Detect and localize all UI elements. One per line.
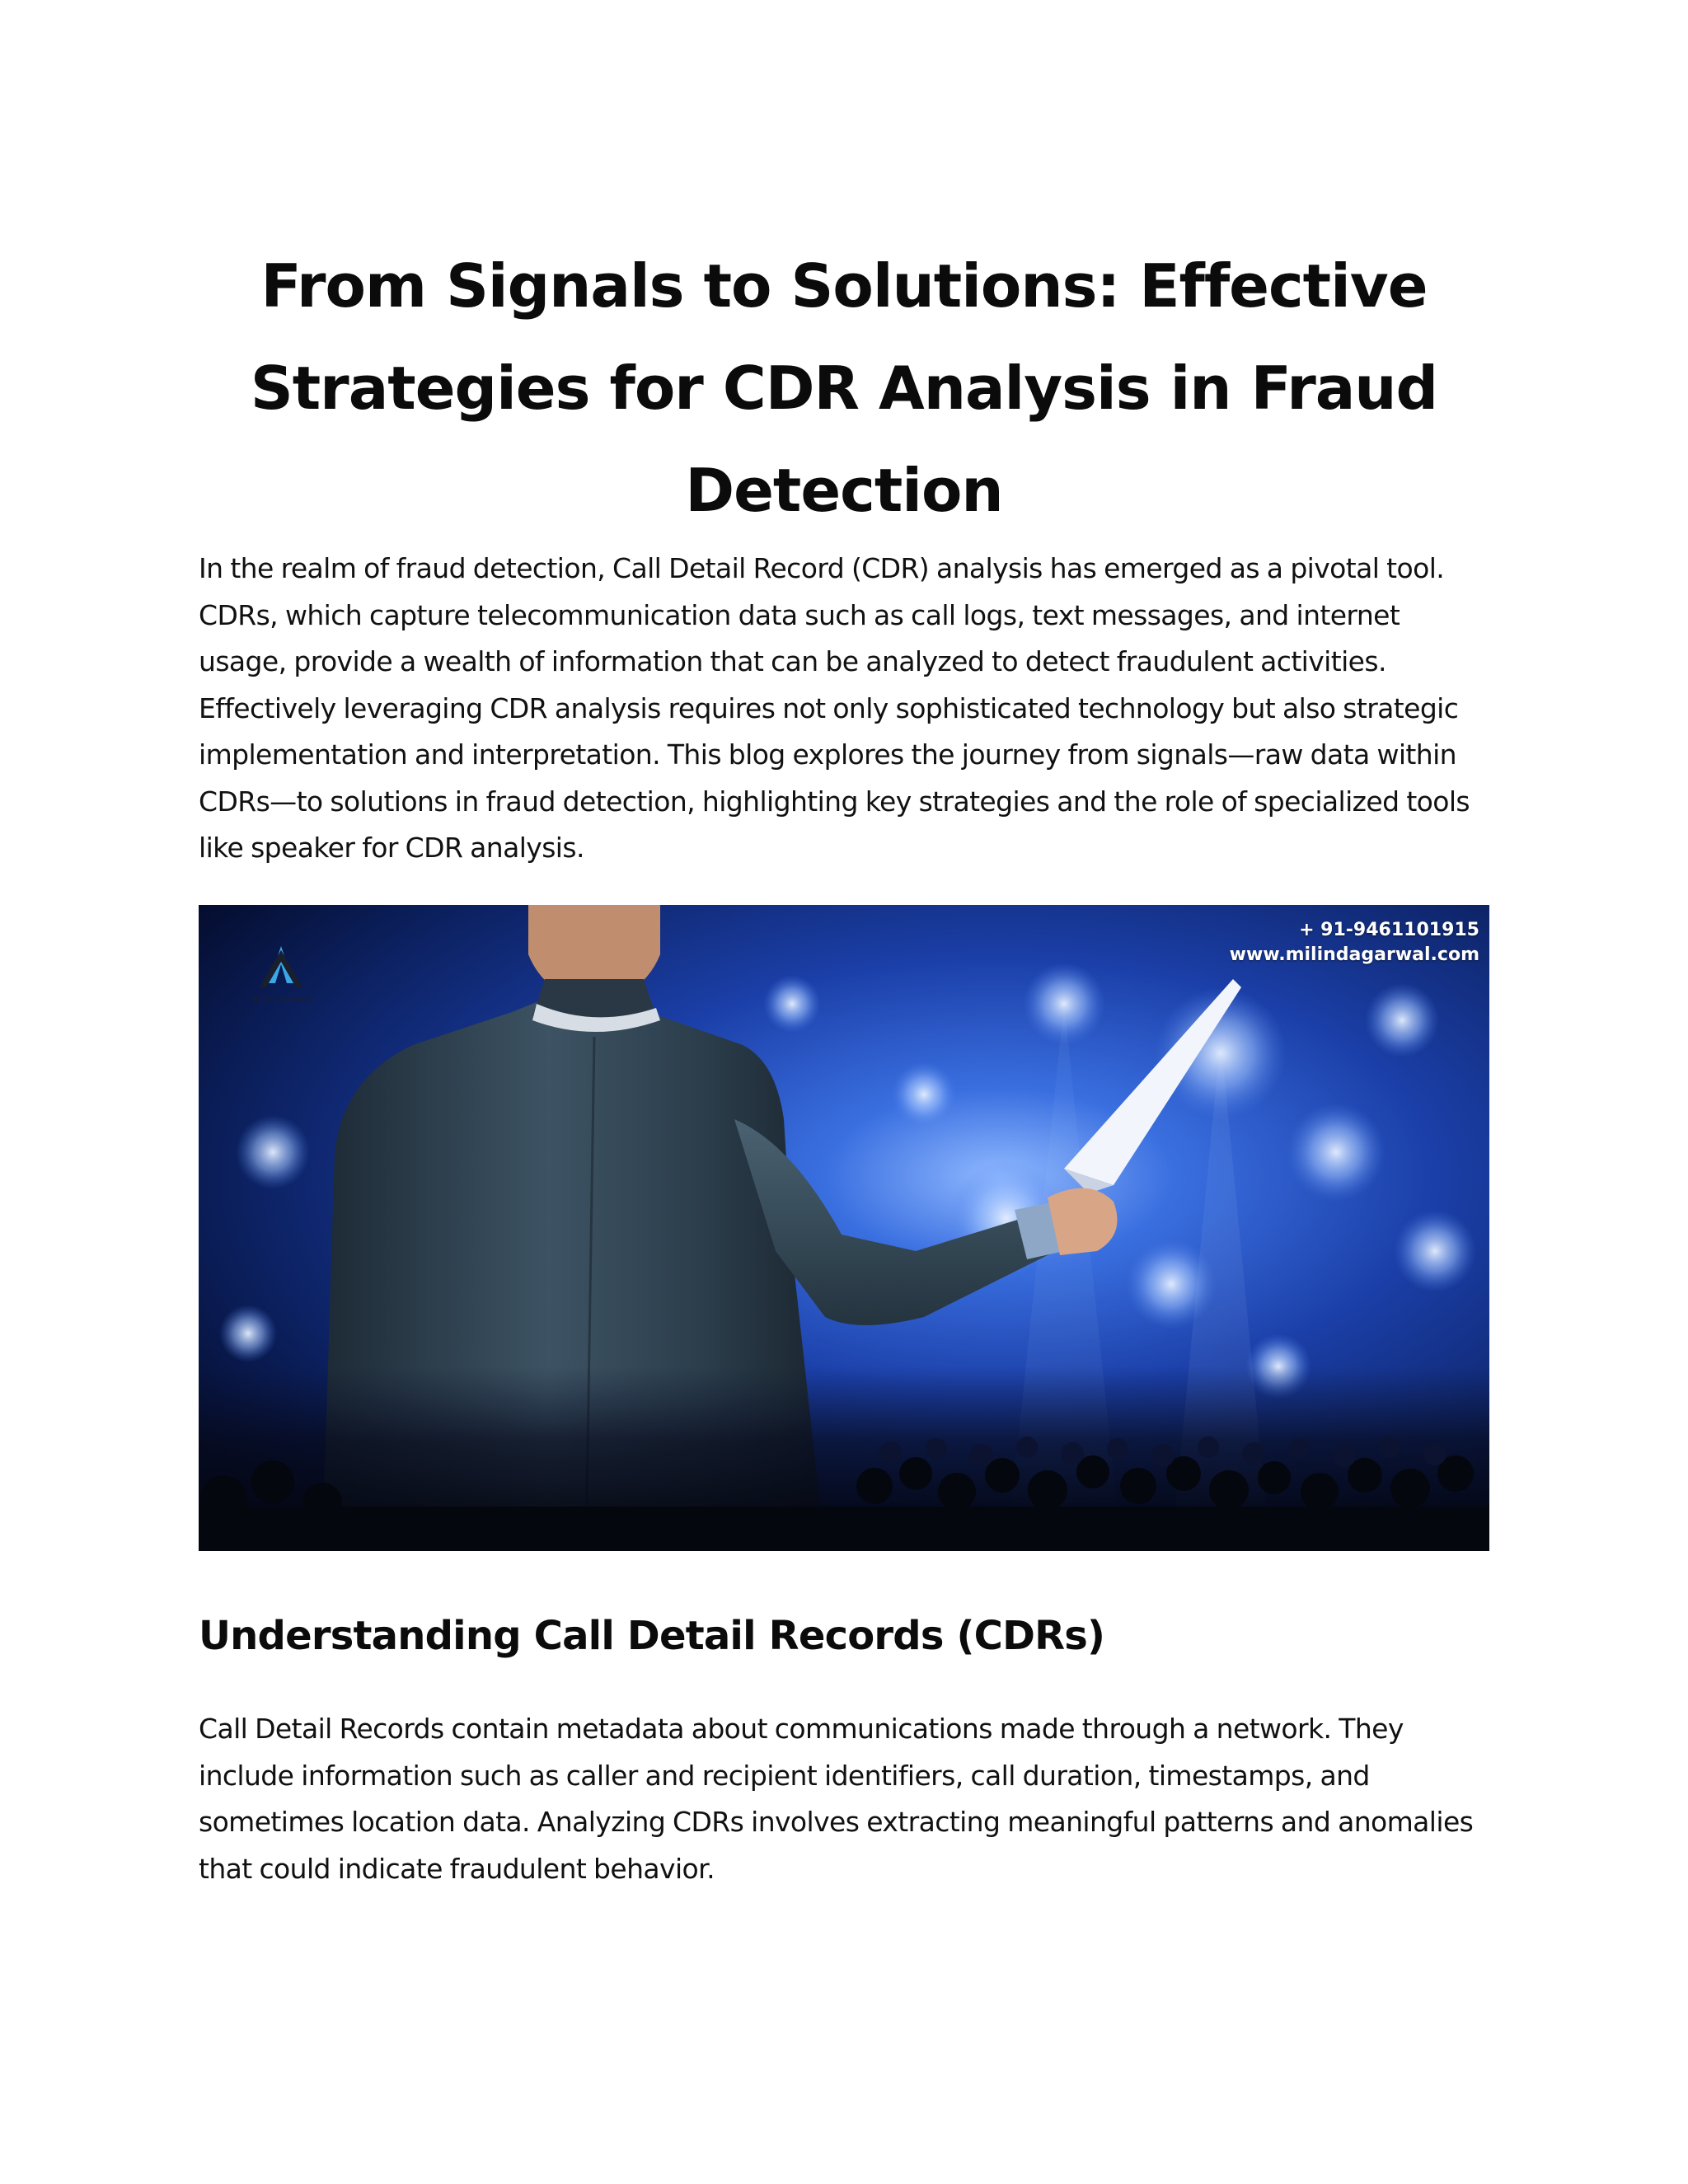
contact-overlay — [1230, 918, 1479, 968]
phone-number: + 91-9461101915 — [1299, 920, 1479, 940]
hero-illustration — [199, 905, 1489, 1551]
website-url: www.milindagarwal.com — [1229, 944, 1479, 965]
section-heading: Understanding Call Detail Records (CDRs) — [199, 1613, 1105, 1659]
page-title: From Signals to Solutions: Effective Strategies for CDR Analysis in Fraud Detection — [250, 251, 1438, 525]
section-paragraph: Call Detail Records contain metadata about communications made through a network. They include information such as caller and recipient identifiers, call duration, timestamps, and sometimes location data. Analyzing CDRs involves extracting meaningful patterns and anomalies that could indicate fraudulent behavior. — [199, 1713, 1474, 1885]
intro-paragraph: In the realm of fraud detection, Call Detail Record (CDR) analysis has emerged as a pivotal tool. CDRs, which capture telecommunication data such as call logs, text messages, and internet usage, provide a wealth of information that can be analyzed to detect fraudulent activities. Effectively leveraging CDR analysis requires not only sophisticated technology but also strategic implementation and interpretation. This blog explores the journey from signals—raw data within CDRs—to solutions in fraud detection, highlighting key strategies and the role of specialized tools like speaker for CDR analysis. — [199, 552, 1470, 864]
logo-text: Milind Agarwal — [251, 996, 312, 1005]
hero-image — [199, 905, 1489, 1551]
